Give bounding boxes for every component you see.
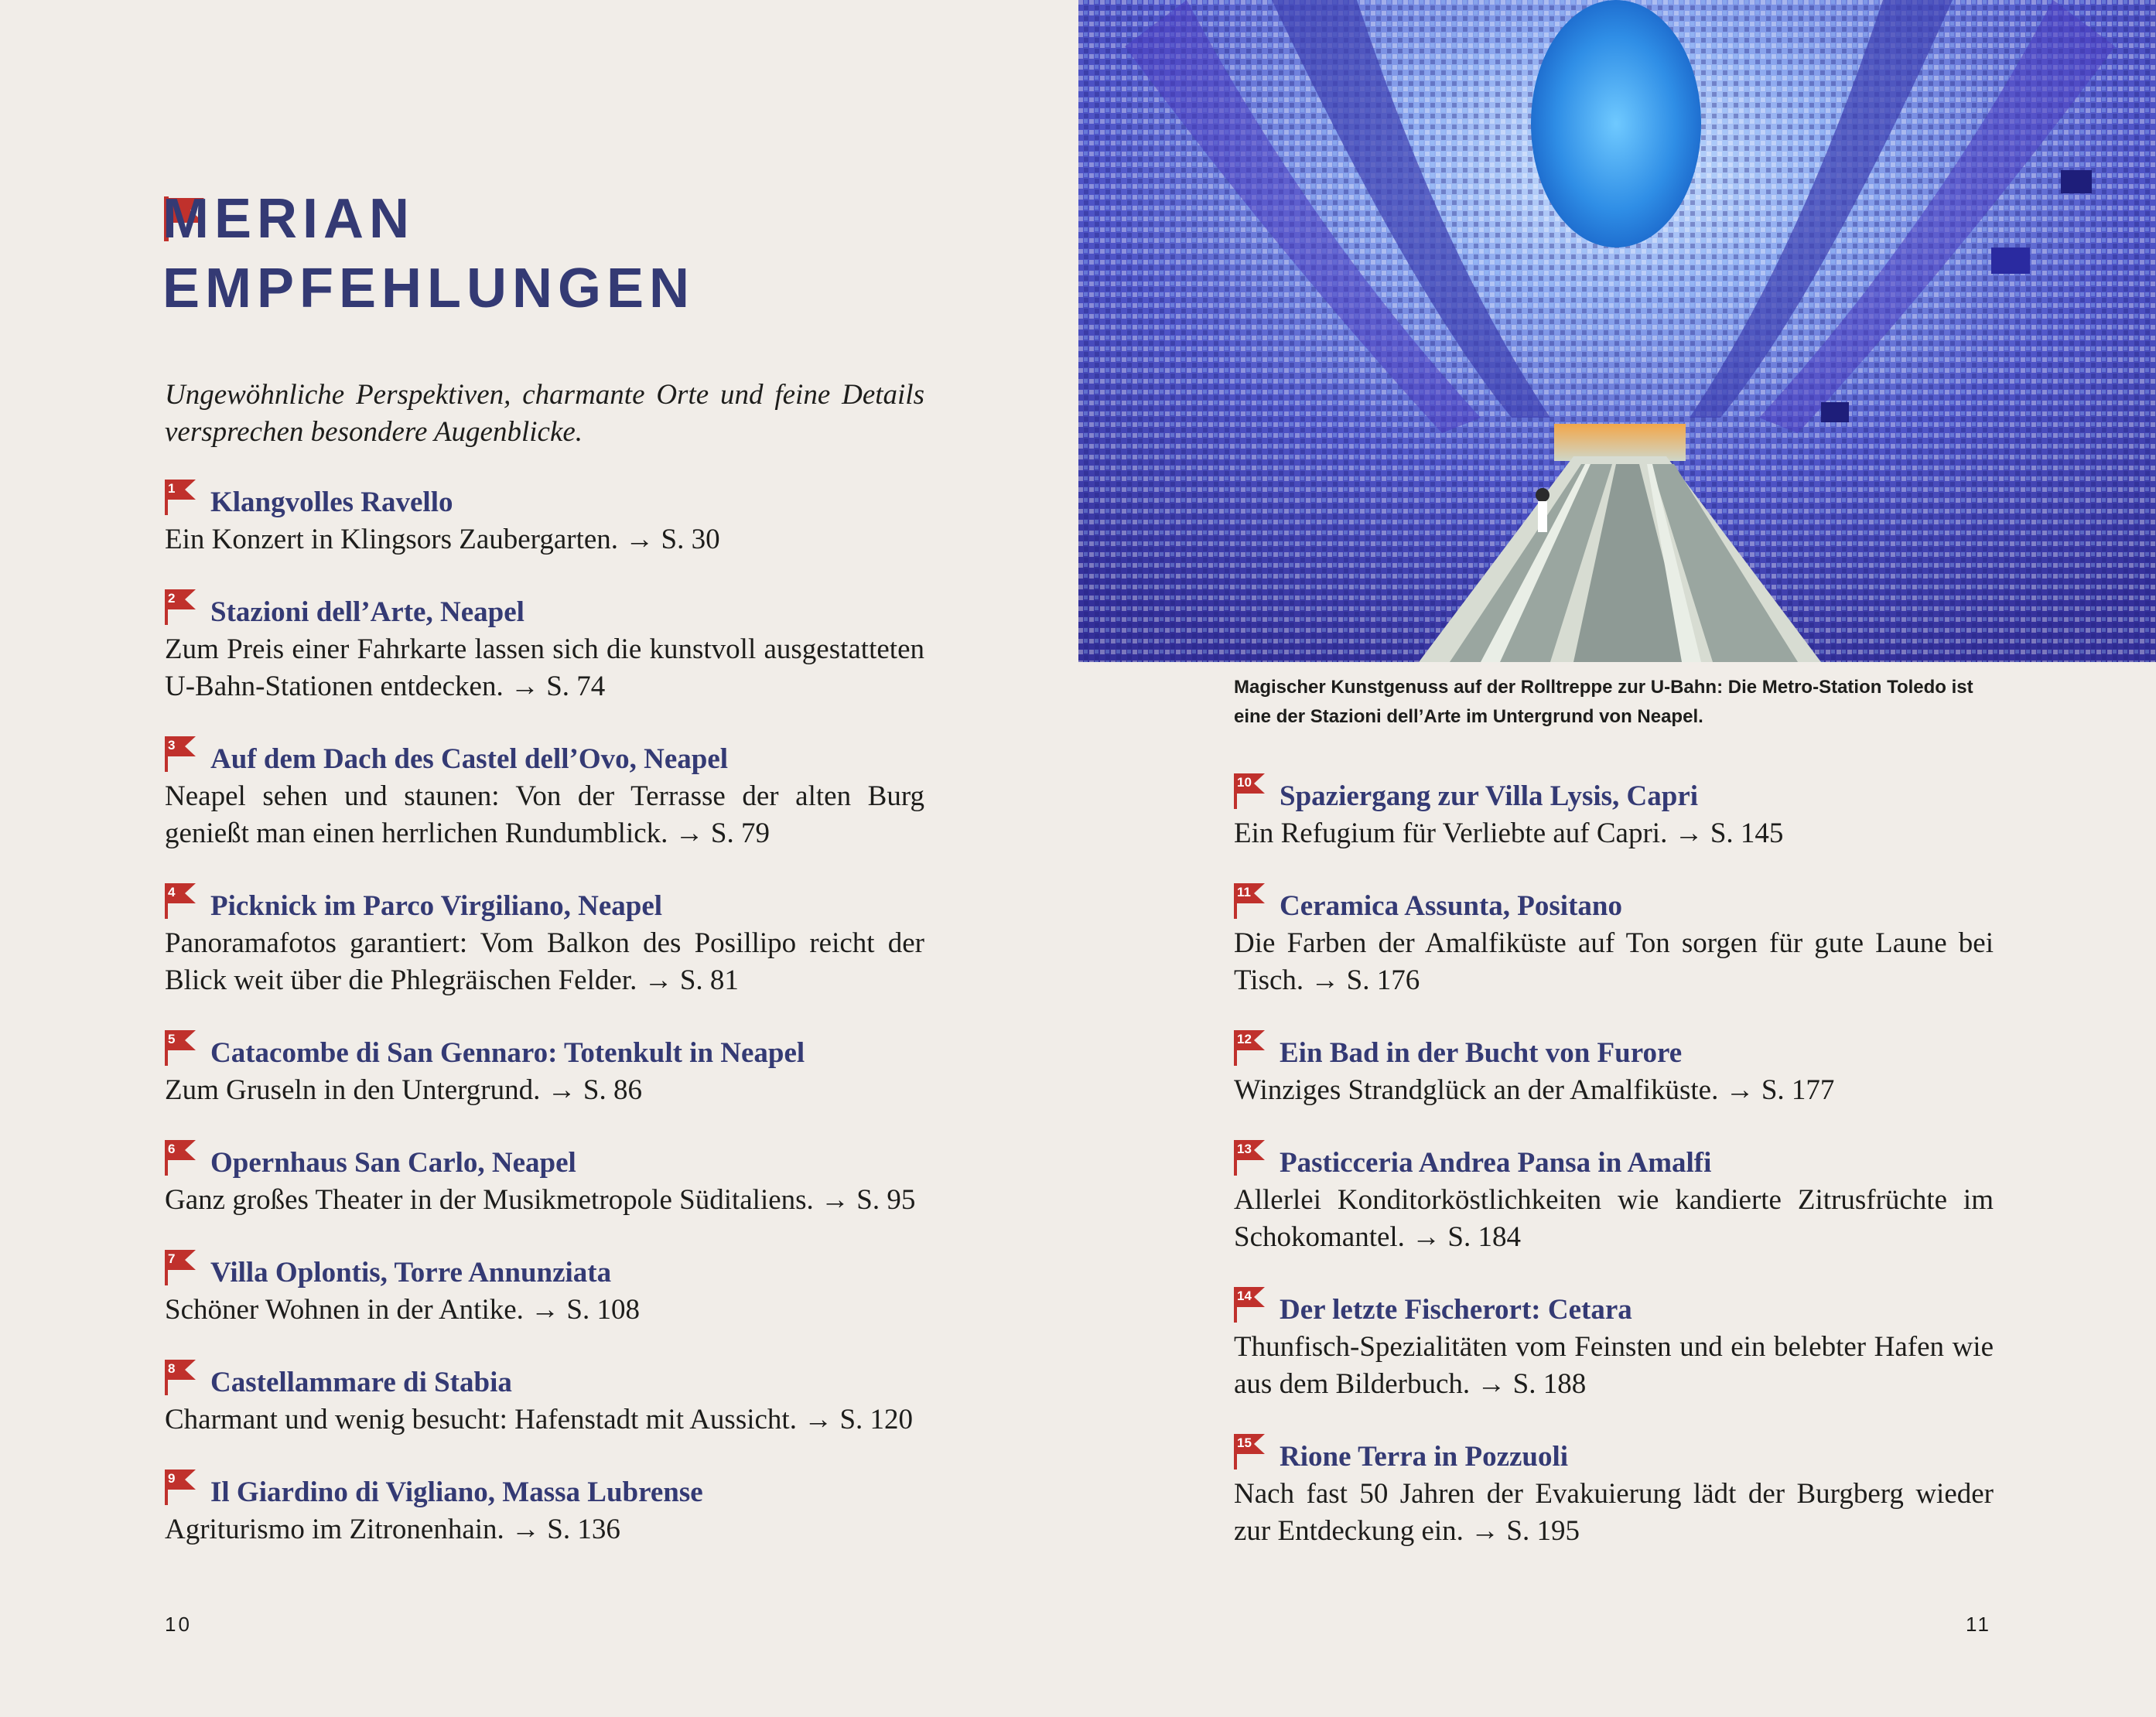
entry-title: Ceramica Assunta, Positano <box>1280 890 1622 922</box>
entry-description: Die Farben der Amalfiküste auf Ton sorgen für gute Laune bei Tisch. → S. 176 <box>1234 927 1994 996</box>
entry-title: Castellammare di Stabia <box>210 1367 512 1398</box>
flag-icon <box>1234 1030 1268 1066</box>
entry-title: Villa Oplontis, Torre Annunziata <box>210 1257 612 1289</box>
entry-title: Rione Terra in Pozzuoli <box>1280 1441 1569 1473</box>
flag-icon <box>1234 1434 1268 1470</box>
entry-description: Neapel sehen und staunen: Von der Terrasse der alten Burg genießt man einen herrlichen Rundumblick. → S. 79 <box>165 780 924 849</box>
flag-number: 1 <box>168 481 176 496</box>
entry-title: Spaziergang zur Villa Lysis, Capri <box>1280 780 1699 812</box>
flag-icon <box>165 589 199 625</box>
entry-title: Der letzte Fischerort: Cetara <box>1280 1294 1632 1326</box>
page-title-line-1: MERIAN <box>162 188 415 250</box>
flag-icon <box>165 1250 199 1285</box>
entry-title: Klangvolles Ravello <box>210 486 453 518</box>
page-number-left: 10 <box>165 1613 192 1636</box>
flag-icon <box>165 883 199 919</box>
entry-description: Charmant und wenig besucht: Hafenstadt mit Aussicht. → S. 120 <box>165 1404 914 1435</box>
entry-title: Auf dem Dach des Castel dell’Ovo, Neapel <box>210 743 729 775</box>
entry-description: Agriturismo im Zitronenhain. → S. 136 <box>165 1514 620 1545</box>
entry-description: Panoramafotos garantiert: Vom Balkon des Posillipo reicht der Blick weit über die Phlegräischen Felder. → S. 81 <box>165 927 924 996</box>
flag-icon <box>165 1030 199 1066</box>
flag-number: 4 <box>168 885 176 899</box>
entry-description: Zum Gruseln in den Untergrund. → S. 86 <box>165 1074 642 1106</box>
flag-number: 11 <box>1237 885 1251 899</box>
flag-number: 7 <box>168 1251 176 1266</box>
flag-icon <box>165 1140 199 1176</box>
flag-number: 6 <box>168 1142 176 1156</box>
entry-description: Ganz großes Theater in der Musikmetropole Süditaliens. → S. 95 <box>165 1184 916 1216</box>
entry-description: Nach fast 50 Jahren der Evakuierung lädt der Burgberg wieder zur Entdeckung ein. → S. 195 <box>1234 1478 1994 1547</box>
entry-description: Winziges Strandglück an der Amalfiküste. → S. 177 <box>1234 1074 1835 1106</box>
flag-number: 10 <box>1237 775 1252 790</box>
flag-icon <box>1234 1140 1268 1176</box>
entry-title: Ein Bad in der Bucht von Furore <box>1280 1037 1683 1069</box>
flag-icon <box>165 480 199 515</box>
entry-description: Ein Refugium für Verliebte auf Capri. → S. 145 <box>1234 818 1784 849</box>
flag-number: 13 <box>1237 1142 1252 1156</box>
flag-icon <box>165 1360 199 1395</box>
flag-icon <box>1234 883 1268 919</box>
entry-title: Opernhaus San Carlo, Neapel <box>210 1147 576 1179</box>
flag-number: 5 <box>168 1032 176 1046</box>
entry-title: Catacombe di San Gennaro: Totenkult in Neapel <box>210 1037 805 1069</box>
entry-description: Ein Konzert in Klingsors Zaubergarten. → S. 30 <box>165 524 720 555</box>
flag-number: 15 <box>1237 1435 1252 1450</box>
flag-icon <box>165 1470 199 1505</box>
entry-description: Thunfisch-Spezialitäten vom Feinsten und ein belebter Hafen wie aus dem Bilderbuch. → S. 188 <box>1234 1331 1994 1400</box>
flag-icon <box>1234 1287 1268 1323</box>
flag-number: 14 <box>1237 1289 1252 1303</box>
entry-description: Allerlei Konditorköstlichkeiten wie kandierte Zitrusfrüchte im Schokomantel. → S. 184 <box>1234 1184 1994 1253</box>
photo-caption: Magischer Kunstgenuss auf der Rolltreppe zur U-Bahn: Die Metro-Station Toledo ist eine der Stazioni dell’Arte im Untergrund von Neapel. <box>1234 677 1973 727</box>
page-title <box>162 184 695 323</box>
entry-title: Pasticceria Andrea Pansa in Amalfi <box>1280 1147 1712 1179</box>
flag-number: 12 <box>1237 1032 1252 1046</box>
entry-title: Stazioni dell’Arte, Neapel <box>210 596 524 628</box>
metro-station-escalator-photo <box>1078 0 2156 662</box>
flag-number: 8 <box>168 1361 176 1376</box>
flag-number: 9 <box>168 1471 176 1486</box>
flag-number: 2 <box>168 591 176 606</box>
entry-description: Schöner Wohnen in der Antike. → S. 108 <box>165 1294 640 1326</box>
page-number-right: 11 <box>1966 1613 1991 1636</box>
entry-description: Zum Preis einer Fahrkarte lassen sich die kunstvoll ausgestatteten U-Bahn-Stationen entdecken. → S. 74 <box>165 633 924 702</box>
entry-title: Il Giardino di Vigliano, Massa Lubrense <box>210 1476 703 1508</box>
flag-number: 3 <box>168 738 176 753</box>
flag-icon <box>165 736 199 772</box>
page-title-line-2: EMPFEHLUNGEN <box>162 258 695 319</box>
flag-icon <box>1234 773 1268 809</box>
entry-title: Picknick im Parco Virgiliano, Neapel <box>210 890 663 922</box>
intro-text: Ungewöhnliche Perspektiven, charmante Orte und feine Details versprechen besondere Augenblicke. <box>165 379 924 448</box>
